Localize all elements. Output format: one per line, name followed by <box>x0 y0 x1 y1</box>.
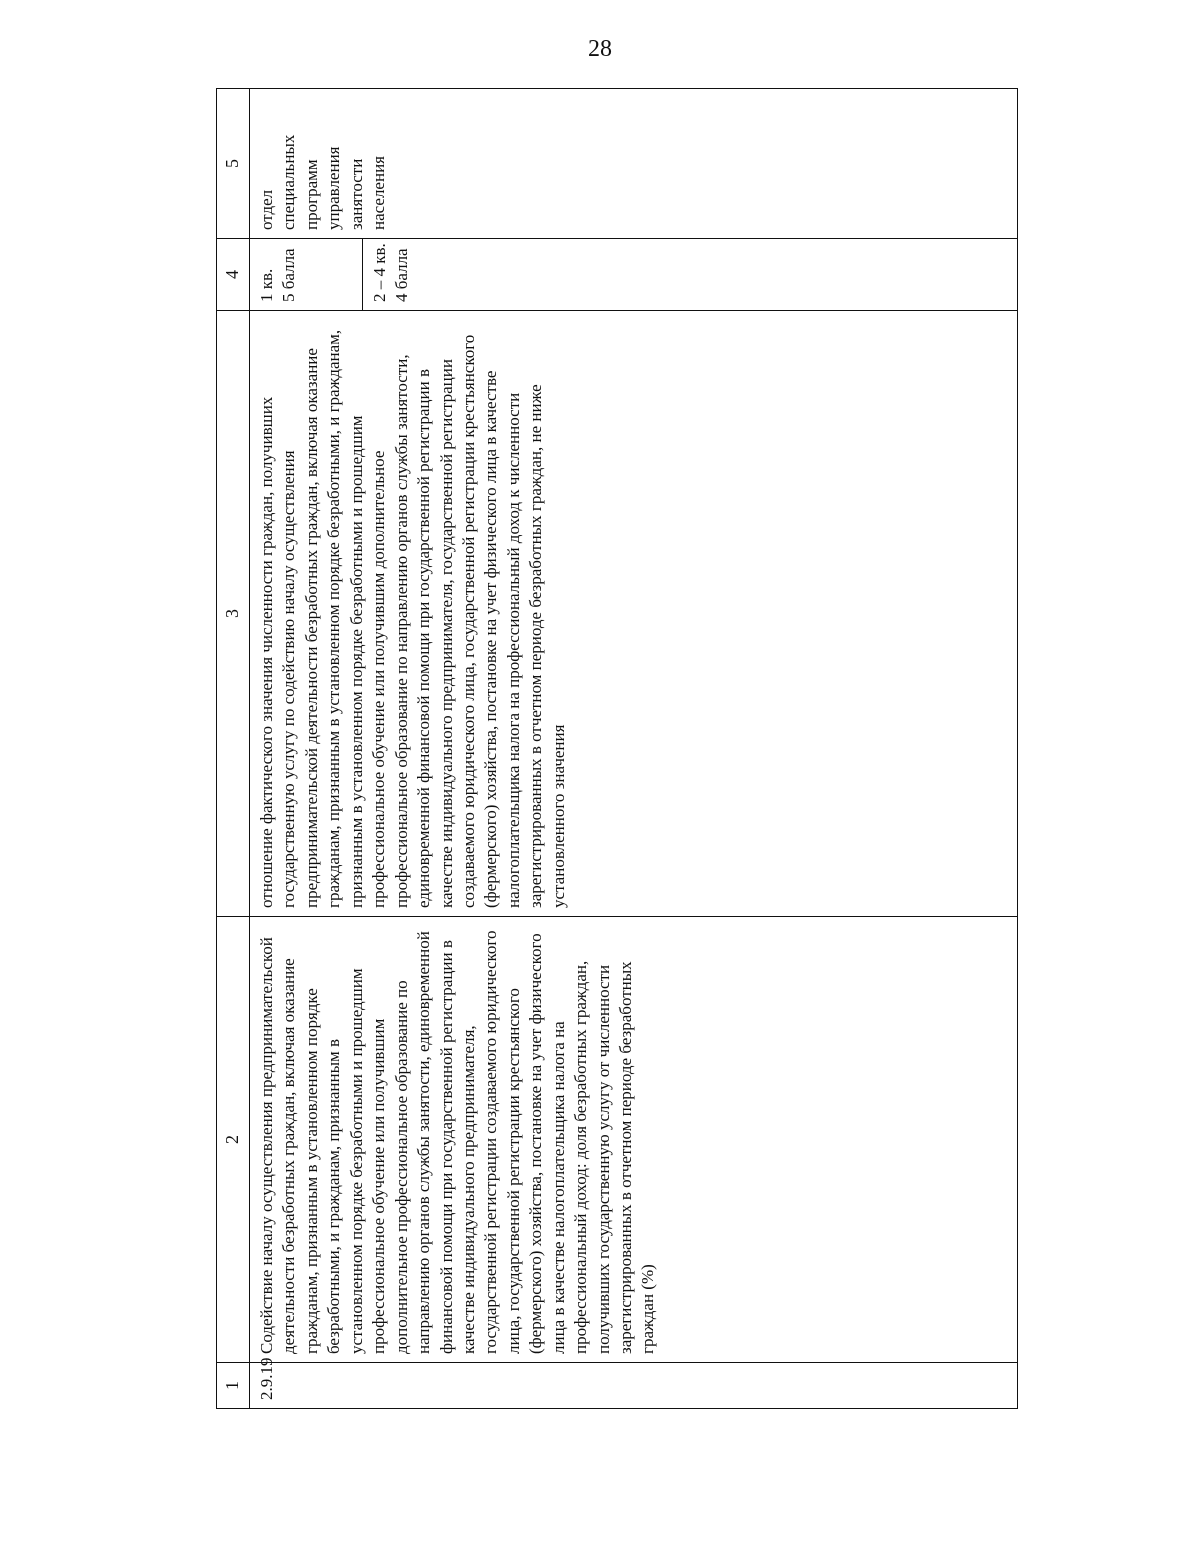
column-header-5: 5 <box>217 89 250 239</box>
row-number: 2.9.19 <box>250 1363 1018 1409</box>
method-text: отношение фактического значения численности граждан, получивших государственную услугу по содействию началу осуществления предпринимательской деятельности безработных граждан, включая оказание гражданам, признанным в установленном порядке безработными, и гражданам, признанным в установленном порядке безработными и прошедшим профессиональное обучение или получившим дополнительное профессиональное образование по направлению органов службы занятости, единовременной финансовой помощи при государственной регистрации в качестве индивидуального предпринимателя, государственной регистрации создаваемого юридического лица, государственной регистрации крестьянского (фермерского) хозяйства, постановке на учет физического лица в качестве налогоплательщика налога на профессиональный доход к численности зарегистрированных в отчетном периоде безработных граждан, не ниже установленного значения <box>250 311 1018 917</box>
page-number: 28 <box>588 36 612 62</box>
responsible-text: отдел специальных программ управления занятости населения <box>250 89 1018 239</box>
indicator-text: Содействие началу осуществления предпринимательской деятельности безработных граждан, включая оказание гражданам, признанным в установленном порядке безработными, и гражданам, признанным в установленном порядке безработными и прошедшим профессиональное обучение или получившим дополнительное профессиональное образование по направлению органов службы занятости, единовременной финансовой помощи при государственной регистрации в качестве индивидуального предпринимателя, государственной регистрации создаваемого юридического лица, государственной регистрации крестьянского (фермерского) хозяйства, постановке на учет физического лица в качестве налогоплательщика налога на профессиональный доход: доля безработных граждан, получивших государственную услугу от численности зарегистрированных в отчетном периоде безработных граждан (%) <box>250 917 1018 1363</box>
column-header-2: 2 <box>217 917 250 1363</box>
score-q2-4-period: 2 – 4 кв. <box>370 243 389 302</box>
score-q1-points: 5 балла <box>279 248 299 302</box>
indicators-table <box>216 88 1018 1409</box>
score-q2-4 <box>363 239 420 310</box>
table-row <box>250 89 1018 1409</box>
column-header-1: 1 <box>217 1363 250 1409</box>
table-header-row <box>217 89 250 1409</box>
score-q2-4-points: 4 балла <box>392 248 412 302</box>
column-header-4: 4 <box>217 239 250 311</box>
score-cell <box>250 239 1018 311</box>
score-q1-period: 1 кв. <box>257 268 276 302</box>
rotated-table <box>216 89 1018 1409</box>
score-q1 <box>250 239 363 310</box>
column-header-3: 3 <box>217 311 250 917</box>
